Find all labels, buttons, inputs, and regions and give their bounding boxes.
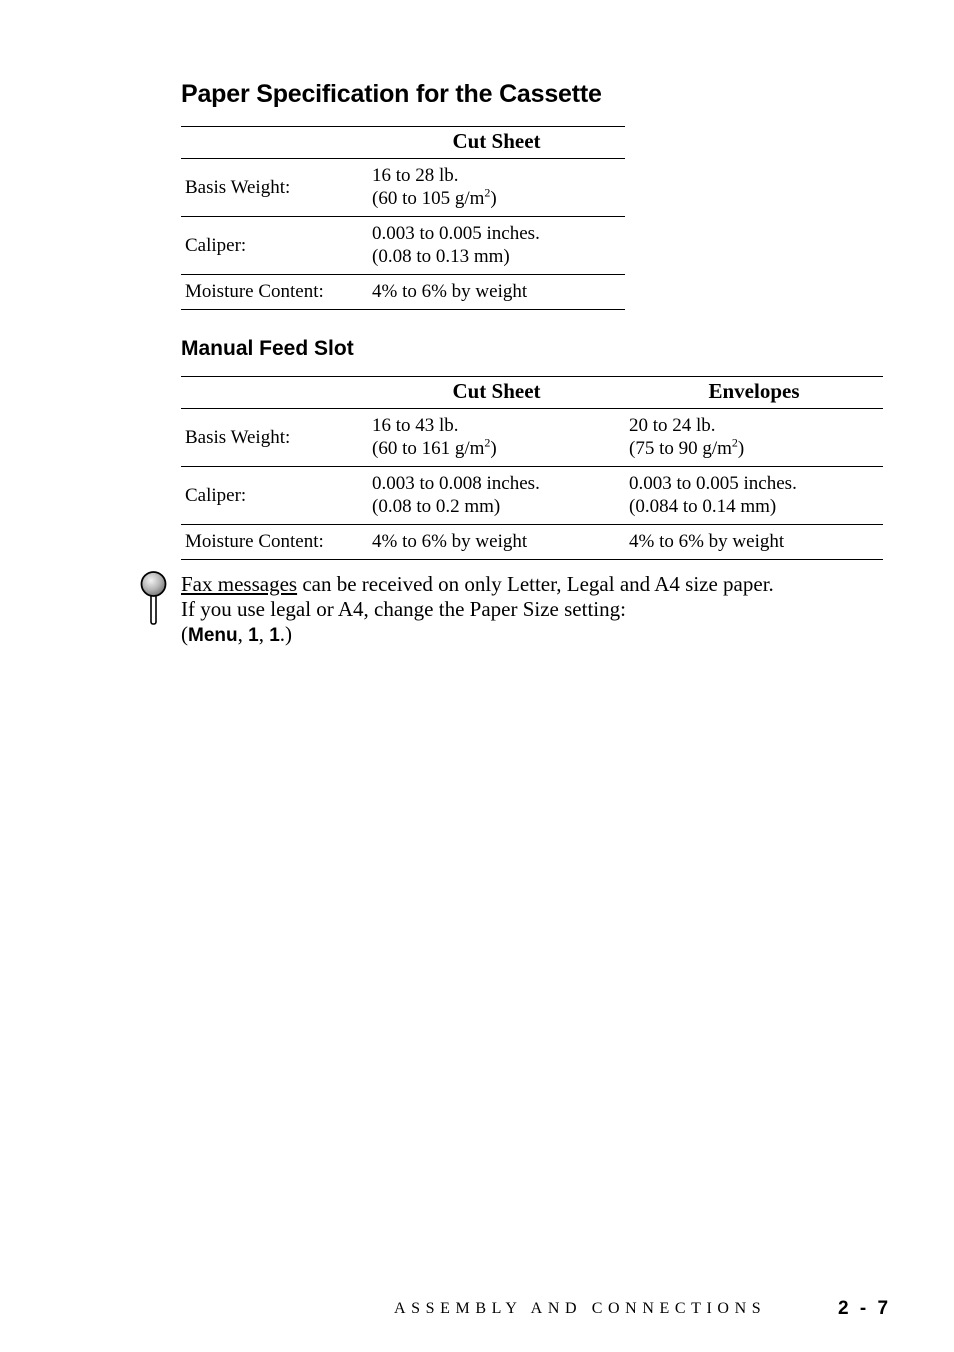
- row-label: Caliper:: [181, 467, 368, 525]
- cell-line: 0.003 to 0.008 inches.: [372, 473, 540, 494]
- cell-text: ): [490, 438, 497, 459]
- cell-value: [625, 467, 883, 525]
- table-row: [181, 159, 625, 217]
- menu-key: Menu: [188, 625, 238, 646]
- cell-value: [368, 159, 625, 217]
- table-row: [181, 409, 883, 467]
- cell-value: [625, 525, 883, 560]
- cell-line: 16 to 28 lb.: [372, 165, 459, 186]
- superscript: 2: [484, 435, 491, 450]
- cell-line: 0.003 to 0.005 inches.: [372, 223, 540, 244]
- manual-feed-spec-table: [181, 376, 883, 560]
- cell-value: [368, 467, 625, 525]
- cell-line: 0.003 to 0.005 inches.: [629, 473, 797, 494]
- table-row: [181, 467, 883, 525]
- header-cut-sheet: Cut Sheet: [368, 377, 625, 409]
- cassette-spec-table: [181, 126, 625, 310]
- cell-line: [372, 187, 621, 210]
- cell-text: (60 to 161 g/m: [372, 438, 485, 459]
- header-cut-sheet: Cut Sheet: [368, 127, 625, 159]
- cell-line: (0.08 to 0.2 mm): [372, 496, 501, 517]
- cell-value: [368, 525, 625, 560]
- cell-value: [625, 409, 883, 467]
- row-label: Caliper:: [181, 217, 368, 275]
- table-row: [181, 217, 625, 275]
- cell-line: [372, 437, 621, 460]
- superscript: 2: [731, 435, 738, 450]
- page-number: 2 - 7: [838, 1298, 892, 1319]
- table-row: [181, 525, 883, 560]
- cell-text: (60 to 105 g/m: [372, 188, 485, 209]
- cell-line: 16 to 43 lb.: [372, 415, 459, 436]
- row-label: Basis Weight:: [181, 159, 368, 217]
- note-line-2: If you use legal or A4, change the Paper Size setting:: [181, 597, 626, 621]
- cell-value: [368, 217, 625, 275]
- key-1: 1: [248, 625, 259, 646]
- note-line-1: [181, 572, 881, 597]
- cell-line: 4% to 6% by weight: [629, 531, 785, 552]
- note-text-span: can be received on only Letter, Legal and A4 size paper.: [297, 572, 774, 596]
- header-empty: [181, 127, 368, 159]
- table-header-row: [181, 377, 883, 409]
- cell-text: ): [490, 188, 497, 209]
- header-envelopes: Envelopes: [625, 377, 883, 409]
- note-text-span: (: [181, 622, 188, 646]
- superscript: 2: [484, 185, 491, 200]
- cell-line: (0.08 to 0.13 mm): [372, 246, 510, 267]
- cell-value: [368, 275, 625, 310]
- note-text-span: .): [279, 622, 293, 646]
- note-text: [181, 572, 881, 648]
- key-1-second: 1: [269, 625, 280, 646]
- cell-value: [368, 409, 625, 467]
- cell-line: 20 to 24 lb.: [629, 415, 716, 436]
- fax-messages-link[interactable]: Fax messages: [181, 572, 298, 596]
- cell-line: 4% to 6% by weight: [372, 281, 528, 302]
- page-title: Paper Specification for the Cassette: [181, 80, 602, 108]
- magnifier-icon: [138, 570, 170, 626]
- header-empty: [181, 377, 368, 409]
- cell-text: (75 to 90 g/m: [629, 438, 732, 459]
- section-title: Manual Feed Slot: [181, 337, 354, 360]
- table-row: [181, 275, 625, 310]
- table-header-row: [181, 127, 625, 159]
- cell-line: (0.084 to 0.14 mm): [629, 496, 777, 517]
- footer-section-title: ASSEMBLY AND CONNECTIONS: [394, 1300, 767, 1317]
- cell-line: 4% to 6% by weight: [372, 531, 528, 552]
- row-label: Moisture Content:: [181, 525, 368, 560]
- cell-text: ): [737, 438, 745, 459]
- cell-line: [629, 437, 879, 460]
- note-text-span: ,: [258, 622, 270, 646]
- row-label: Basis Weight:: [181, 409, 368, 467]
- row-label: Moisture Content:: [181, 275, 368, 310]
- note-line-3: [181, 622, 881, 648]
- note-text-span: ,: [237, 622, 249, 646]
